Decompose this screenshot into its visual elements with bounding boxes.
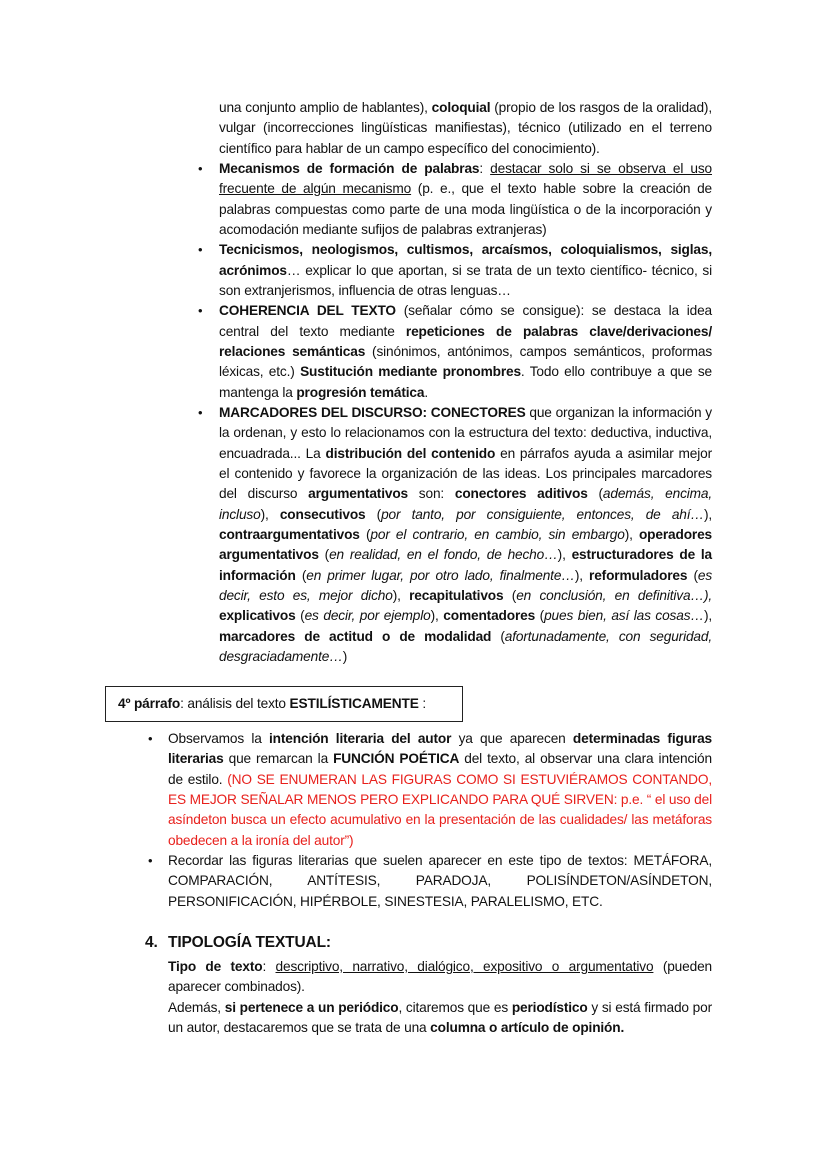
bold-text: operadores argumentativos — [219, 526, 713, 563]
text-run: . — [424, 384, 428, 400]
text-run: son: — [408, 486, 455, 502]
bold-text: contraargumentativos — [219, 526, 360, 542]
text-run: ( — [587, 486, 603, 502]
paragraph — [168, 957, 712, 998]
list-item — [198, 403, 713, 667]
section-tipologia — [168, 957, 712, 1038]
bullet-icon: • — [148, 731, 153, 746]
bold-text: comentadores — [443, 608, 536, 624]
bold-text: consecutivos — [279, 506, 366, 522]
text-run: (p. e., que el texto hable sobre la creación de palabras compuestas como parte de una moda lingüística o de la incorporación y acomodación mediante sufijos de palabras extranjeras) — [219, 181, 712, 237]
text-run: (pueden aparecer combinados). — [168, 959, 712, 995]
bold-text: intención literaria del autor — [269, 731, 452, 746]
list-item — [148, 851, 712, 912]
bullet-icon: • — [198, 404, 203, 420]
bold-text: 4º párrafo — [118, 696, 181, 711]
bullet-icon: • — [148, 852, 153, 868]
list-item-text — [168, 851, 712, 912]
continuation-paragraph — [219, 98, 712, 159]
text-run: … explicar lo que aportan, si se trata de un texto científico- técnico, si son extranjerismos, influencia de otras lenguas… — [219, 262, 712, 298]
section-lexico-coherencia — [198, 98, 713, 667]
section-box-title — [105, 686, 463, 722]
list-item-text — [219, 403, 712, 667]
bold-text: estructuradores de la información — [219, 547, 712, 583]
italic-text: pues bien, así las cosas… — [544, 608, 704, 624]
text-run: Además, — [168, 999, 225, 1015]
list-item-text — [219, 159, 712, 240]
italic-text: es decir, esto es, mejor dicho — [219, 567, 713, 603]
bold-text: repeticiones de palabras clave/derivaciones/ relaciones semánticas — [219, 323, 713, 359]
section-heading — [145, 934, 331, 952]
text-run: ( — [359, 526, 371, 542]
bullet-list — [148, 729, 713, 912]
text-run: ( — [687, 567, 698, 583]
text-run: : — [479, 160, 491, 176]
text-run: ( — [295, 567, 307, 583]
italic-text: por el contrario, en cambio, sin embargo — [370, 526, 625, 542]
text-run: (propio de los rasgos de la oralidad), vulgar (incorrecciones lingüísticas manifiestas), técnico (utilizado en el terreno científico para hablar de un campo específico del conocimiento). — [219, 100, 712, 156]
text-run: ( — [535, 608, 545, 624]
bold-text: conectores aditivos — [454, 486, 588, 502]
bold-text: distribución del contenido — [325, 445, 496, 461]
bold-text: MARCADORES DEL DISCURSO: CONECTORES — [219, 404, 526, 420]
text-run: ( — [503, 587, 517, 603]
italic-text: por tanto, por consiguiente, entonces, de ahí… — [381, 506, 704, 522]
list-item — [198, 240, 712, 301]
text-run: ( — [491, 628, 505, 644]
heading-title: TIPOLOGÍA TEXTUAL: — [168, 934, 331, 951]
text-run: ), — [430, 608, 444, 624]
list-item — [148, 729, 713, 851]
bullet-list — [198, 159, 713, 667]
list-item — [198, 301, 713, 403]
text-run: , citaremos que es — [398, 999, 512, 1015]
bold-text: reformuladores — [589, 567, 688, 583]
underlined-text: descriptivo, narrativo, dialógico, expositivo o argumentativo — [275, 959, 654, 974]
bold-text: Mecanismos de formación de palabras — [219, 160, 480, 176]
text-run: ), — [624, 526, 639, 542]
text-run: ), — [574, 567, 590, 583]
list-item-text — [168, 729, 712, 851]
text-run: Recordar las figuras literarias que suelen aparecer en este tipo de textos: METÁFORA, COMPARACIÓN, ANTÍTESIS, PARADOJA, POLISÍNDETON/ASÍNDETON, PERSONIFICACIÓN, HIPÉRBOLE, SINESTESIA, PARALELISMO, ETC. — [168, 852, 712, 909]
italic-text: en primer lugar, por otro lado, finalmente… — [306, 567, 575, 583]
bullet-icon: • — [198, 160, 203, 176]
bold-text: columna o artículo de opinión. — [430, 1019, 625, 1035]
text-run: ( — [318, 547, 330, 563]
list-item-text — [219, 240, 712, 301]
bold-text: argumentativos — [308, 486, 408, 502]
text-run: ( — [295, 608, 305, 624]
text-run: ), — [703, 608, 713, 624]
text-run: en párrafos ayuda a asimilar mejor el contenido y favorece la organización de las ideas. Los principales marcadores del discurso — [219, 445, 712, 502]
text-run: que remarcan la — [223, 751, 334, 767]
bold-text: si pertenece a un periódico — [224, 999, 399, 1015]
bold-text: coloquial — [431, 100, 491, 115]
bold-text: Tipo de texto — [168, 959, 263, 974]
bold-text: determinadas figuras literarias — [168, 731, 713, 767]
bold-text: ESTILÍSTICAMENTE — [289, 696, 419, 711]
italic-text: además, encima, incluso — [219, 486, 713, 522]
italic-text: en realidad, en el fondo, de hecho… — [329, 547, 558, 563]
italic-text: es decir, por ejemplo — [304, 608, 431, 624]
text-run: ) — [342, 648, 348, 664]
text-run: ), — [557, 547, 572, 563]
text-run: una conjunto amplio de hablantes), — [219, 100, 432, 115]
bullet-icon: • — [198, 242, 203, 258]
list-item — [198, 159, 712, 240]
bold-text: Tecnicismos, neologismos, cultismos, arcaísmos, coloquialismos, siglas, acrónimos — [219, 242, 712, 278]
bold-text: marcadores de actitud o de modalidad — [219, 628, 492, 644]
italic-text: afortunadamente, con seguridad, desgraciadamente… — [219, 628, 712, 664]
bold-text: recapitulativos — [409, 587, 504, 603]
text-run: ), — [392, 587, 410, 603]
text-run: (señalar cómo se consigue): se destaca la idea central del texto mediante — [219, 303, 713, 339]
text-run: Observamos la — [168, 731, 270, 746]
bold-text: COHERENCIA DEL TEXTO — [219, 303, 396, 319]
bold-text: explicativos — [219, 608, 296, 624]
section-estilistica — [148, 729, 713, 912]
paragraph — [168, 998, 712, 1039]
bold-text: Sustitución mediante pronombres — [300, 364, 521, 380]
list-item-text — [219, 301, 712, 403]
bold-text: FUNCIÓN POÉTICA — [333, 751, 460, 767]
red-note-text: (NO SE ENUMERAN LAS FIGURAS COMO SI ESTUVIÉRAMOS CONTANDO, ES MEJOR SEÑALAR MENOS PERO EXPLICANDO PARA QUÉ SIRVEN: p.e. “ el uso del asíndeton busca un efecto acumulativo en la presentación de las cualidades/ las metáforas obedecen a la ironía del autor”) — [168, 771, 712, 848]
heading-number: 4. — [145, 934, 158, 951]
text-run: : — [418, 696, 426, 711]
text-run: ( — [365, 506, 382, 522]
text-run: ya que aparecen — [451, 731, 573, 746]
text-run: : análisis del texto — [180, 696, 290, 711]
underlined-text: destacar solo si se observa el uso frecuente de algún mecanismo — [219, 160, 712, 197]
bullet-icon: • — [198, 303, 203, 319]
text-run: ), — [260, 506, 280, 522]
text-run: : — [262, 959, 276, 974]
italic-text: en conclusión, en definitiva…), — [516, 587, 713, 603]
text-run: del texto, al observar una clara intención de estilo. — [168, 751, 712, 787]
text-run: que organizan la información y la ordenan, y esto lo relacionamos con la estructura del texto: deductiva, inductiva, encuadrada... La — [219, 404, 712, 461]
text-run: y si está firmado por un autor, destacaremos que se trata de una — [168, 999, 712, 1035]
text-run: ), — [703, 506, 713, 522]
text-run: . Todo ello contribuye a que se mantenga la — [219, 364, 712, 400]
text-run: (sinónimos, antónimos, campos semánticos, proformas léxicas, etc.) — [219, 343, 713, 380]
bold-text: progresión temática — [296, 384, 425, 400]
bold-text: periodístico — [511, 999, 588, 1015]
